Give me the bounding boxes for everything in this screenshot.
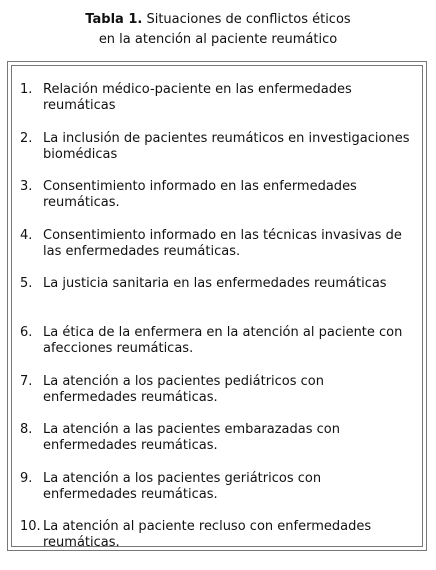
item-text: La atención al paciente recluso con enfermedades reumáticas. xyxy=(43,519,372,551)
list-item xyxy=(12,228,422,277)
item-number: 3. xyxy=(20,179,33,195)
item-text: La inclusión de pacientes reumáticos en investigaciones biomédicas xyxy=(43,130,410,162)
caption-line-1 xyxy=(0,10,436,30)
list-item xyxy=(12,82,422,131)
item-text: La atención a los pacientes pediátricos con enfermedades reumáticas. xyxy=(43,373,324,405)
table-frame xyxy=(7,61,427,551)
table-label: Tabla 1. xyxy=(85,12,143,27)
item-number: 8. xyxy=(20,422,33,438)
list-item xyxy=(12,179,422,228)
caption-title-2: en la atención al paciente reumático xyxy=(98,32,338,47)
item-number: 7. xyxy=(20,373,33,389)
list-item xyxy=(12,519,422,568)
list-item xyxy=(12,471,422,520)
item-text: Consentimiento informado en las enfermedades reumáticas. xyxy=(43,179,357,211)
list-item xyxy=(12,131,422,180)
item-number: 6. xyxy=(20,324,33,340)
item-number: 4. xyxy=(20,227,33,243)
item-number: 2. xyxy=(20,130,33,146)
item-number: 5. xyxy=(20,276,33,292)
item-text: Relación médico-paciente en las enfermedades reumáticas xyxy=(43,82,352,113)
item-text: La atención a las pacientes embarazadas con enfermedades reumáticas. xyxy=(43,422,340,454)
item-text: Consentimiento informado en las técnicas invasivas de las enfermedades reumáticas. xyxy=(43,227,402,259)
item-number: 1. xyxy=(20,82,33,97)
caption-title-1: Situaciones de conflictos éticos xyxy=(146,12,351,27)
item-number: 10. xyxy=(20,519,41,535)
situation-list xyxy=(12,82,422,568)
list-item xyxy=(12,374,422,423)
list-item xyxy=(12,276,422,325)
item-text: La justicia sanitaria en las enfermedades reumáticas xyxy=(43,276,387,292)
table-caption xyxy=(0,10,436,50)
list-item xyxy=(12,325,422,374)
list-item xyxy=(12,422,422,471)
item-text: La atención a los pacientes geriátricos con enfermedades reumáticas. xyxy=(43,470,322,502)
table-inner-border xyxy=(11,65,423,551)
item-text: La ética de la enfermera en la atención al paciente con afecciones reumáticas. xyxy=(43,324,403,356)
item-number: 9. xyxy=(20,470,33,486)
